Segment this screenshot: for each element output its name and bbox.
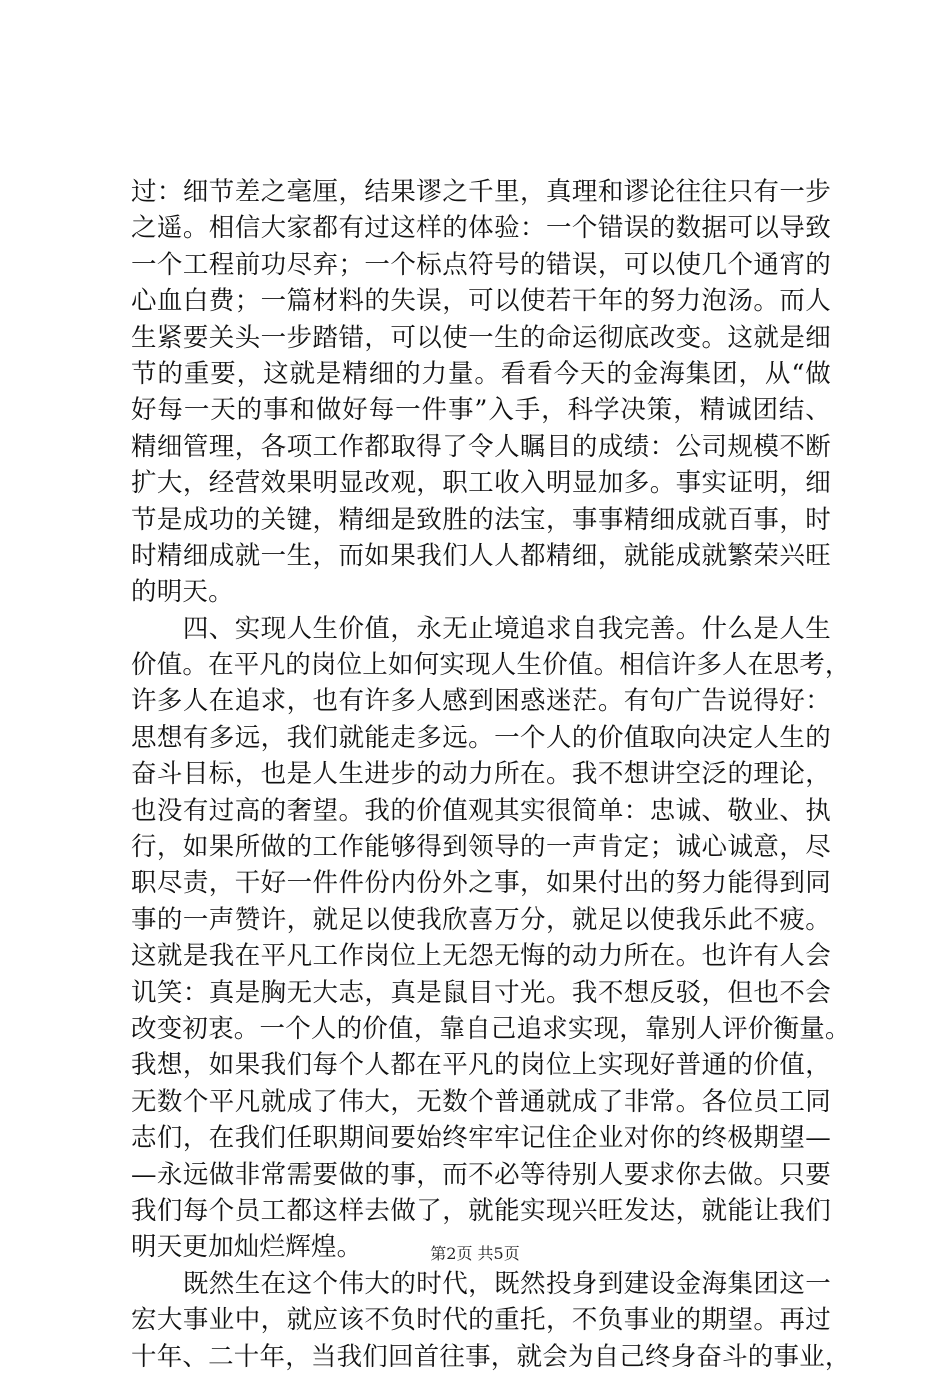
text-line: 思想有多远，我们就能走多远。一个人的价值取向决定人生的 bbox=[131, 722, 831, 753]
text-line: 宏大事业中，就应该不负时代的重托，不负事业的期望。再过 bbox=[131, 1305, 831, 1336]
text-line: 好每一天的事和做好每一件事”入手，科学决策，精诚团结、 bbox=[131, 395, 831, 426]
text-line: 行，如果所做的工作能够得到领导的一声肯定；诚心诚意，尽 bbox=[131, 832, 831, 863]
text-line: 四、实现人生价值，永无止境追求自我完善。什么是人生 bbox=[131, 613, 831, 644]
text-line: 节的重要，这就是精细的力量。看看今天的金海集团，从“做 bbox=[131, 358, 831, 389]
text-line: 明天更加灿烂辉煌。 bbox=[131, 1232, 363, 1263]
text-line: 许多人在追求，也有许多人感到困惑迷茫。有句广告说得好： bbox=[131, 686, 831, 717]
text-line: 也没有过高的奢望。我的价值观其实很简单：忠诚、敬业、执 bbox=[131, 795, 831, 826]
text-line: 时精细成就一生，而如果我们人人都精细，就能成就繁荣兴旺 bbox=[131, 540, 831, 571]
text-line: 奋斗目标，也是人生进步的动力所在。我不想讲空泛的理论， bbox=[131, 759, 831, 790]
text-line: 无数个平凡就成了伟大，无数个普通就成了非常。各位员工同 bbox=[131, 1086, 831, 1117]
text-line: 精细管理，各项工作都取得了令人瞩目的成绩：公司规模不断 bbox=[131, 431, 831, 462]
text-line: 这就是我在平凡工作岗位上无怨无悔的动力所在。也许有人会 bbox=[131, 941, 831, 972]
text-line: 的明天。 bbox=[131, 577, 234, 608]
text-line: 我们每个员工都这样去做了，就能实现兴旺发达，就能让我们 bbox=[131, 1195, 831, 1226]
body-text bbox=[131, 174, 851, 1375]
page-footer: 第2页 共5页 bbox=[430, 1244, 520, 1263]
text-line: 节是成功的关键，精细是致胜的法宝，事事精细成就百事，时 bbox=[131, 504, 831, 535]
text-line: —永远做非常需要做的事，而不必等待别人要求你去做。只要 bbox=[131, 1159, 831, 1190]
text-line: 一个工程前功尽弃；一个标点符号的错误，可以使几个通宵的 bbox=[131, 249, 831, 280]
text-line: 改变初衷。一个人的价值，靠自己追求实现，靠别人评价衡量。 bbox=[131, 1013, 851, 1044]
text-line: 过：细节差之毫厘，结果谬之千里，真理和谬论往往只有一步 bbox=[131, 177, 831, 207]
text-line: 事的一声赞许，就足以使我欣喜万分，就足以使我乐此不疲。 bbox=[131, 904, 831, 935]
text-line: 生紧要关头一步踏错，可以使一生的命运彻底改变。这就是细 bbox=[131, 322, 831, 353]
text-line: 价值。在平凡的岗位上如何实现人生价值。相信许多人在思考， bbox=[131, 650, 851, 681]
text-line: 之遥。相信大家都有过这样的体验：一个错误的数据可以导致 bbox=[131, 213, 831, 244]
text-line: 讥笑：真是胸无大志，真是鼠目寸光。我不想反驳，但也不会 bbox=[131, 977, 831, 1008]
text-line: 志们，在我们任职期间要始终牢牢记住企业对你的终极期望— bbox=[131, 1123, 831, 1154]
text-line: 扩大，经营效果明显改观，职工收入明显加多。事实证明，细 bbox=[131, 468, 831, 499]
text-line: 心血白费；一篇材料的失误，可以使若干年的努力泡汤。而人 bbox=[131, 286, 831, 317]
text-line: 职尽责，干好一件件份内份外之事，如果付出的努力能得到同 bbox=[131, 868, 831, 899]
text-line: 我想，如果我们每个人都在平凡的岗位上实现好普通的价值， bbox=[131, 1050, 831, 1081]
text-line: 既然生在这个伟大的时代，既然投身到建设金海集团这一 bbox=[131, 1268, 831, 1299]
text-line: 十年、二十年，当我们回首往事，就会为自己终身奋斗的事业， bbox=[131, 1341, 851, 1372]
